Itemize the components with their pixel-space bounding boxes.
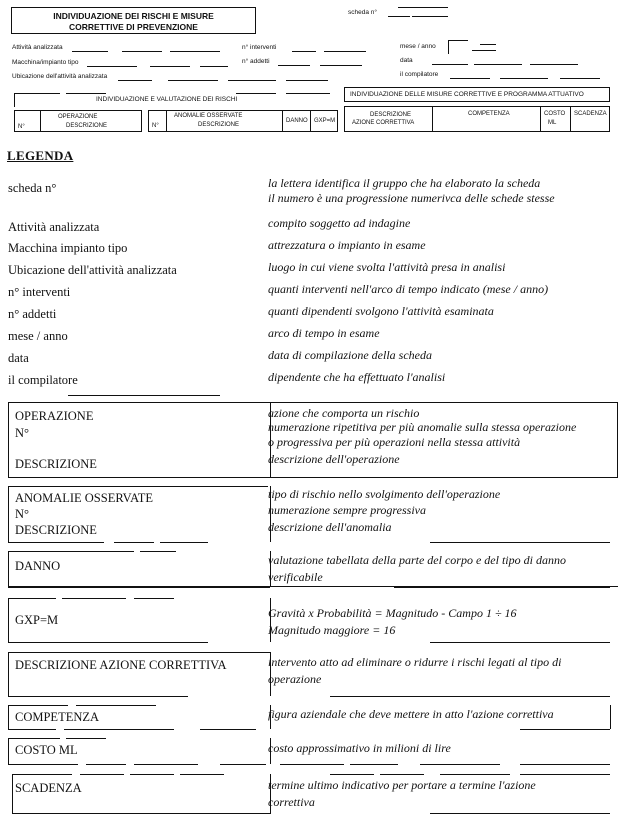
legend-def: compito soggetto ad indagine bbox=[268, 216, 411, 230]
legend-term: data bbox=[8, 351, 29, 365]
legend-def: quanti interventi nell'arco di tempo indicato (mese / anno) bbox=[268, 282, 549, 296]
legend-term: Ubicazione dell'attività analizzata bbox=[8, 263, 177, 277]
field-ubicazione: Ubicazione dell'attività analizzata bbox=[12, 73, 108, 80]
field-data: data bbox=[400, 57, 413, 64]
legend-term: scheda n° bbox=[8, 181, 57, 195]
scheda-label: scheda n° bbox=[348, 9, 377, 16]
legend-term: n° addetti bbox=[8, 307, 57, 321]
section-right-title: INDIVIDUAZIONE DELLE MISURE CORRETTIVE E PROGRAMMA ATTUATIVO bbox=[350, 91, 584, 98]
form-title: INDIVIDUAZIONE DEI RISCHI E MISURE CORRETTIVE DI PREVENZIONE bbox=[11, 7, 256, 34]
legend-def: luogo in cui viene svolta l'attività presa in analisi bbox=[268, 260, 506, 274]
field-compilatore: il compilatore bbox=[400, 71, 439, 78]
legend-term: n° interventi bbox=[8, 285, 71, 299]
field-macchina: Macchina/impianto tipo bbox=[12, 59, 79, 66]
legend-def: quanti dipendenti svolgono l'attività esaminata bbox=[268, 304, 494, 318]
legend-term: Macchina impianto tipo bbox=[8, 241, 128, 255]
field-addetti: n° addetti bbox=[242, 58, 270, 65]
legend-def: data di compilazione della scheda bbox=[268, 348, 432, 362]
field-attivita: Attività analizzata bbox=[12, 44, 63, 51]
field-interventi: n° interventi bbox=[242, 44, 277, 51]
section-left-title: INDIVIDUAZIONE E VALUTAZIONE DEI RISCHI bbox=[96, 96, 238, 103]
legend-term: mese / anno bbox=[8, 329, 68, 343]
legend-title: LEGENDA bbox=[7, 148, 74, 163]
legend-term: il compilatore bbox=[8, 373, 78, 387]
legend-term: Attività analizzata bbox=[8, 220, 100, 234]
field-mese-anno: mese / anno bbox=[400, 43, 436, 50]
legend-def: arco di tempo in esame bbox=[268, 326, 380, 340]
legend-def: il numero è una progressione numerivca delle schede stesse bbox=[268, 191, 555, 205]
legend-def: attrezzatura o impianto in esame bbox=[268, 238, 426, 252]
legend-def: dipendente che ha effettuato l'analisi bbox=[268, 370, 446, 384]
legend-def: la lettera identifica il gruppo che ha elaborato la scheda bbox=[268, 176, 541, 190]
